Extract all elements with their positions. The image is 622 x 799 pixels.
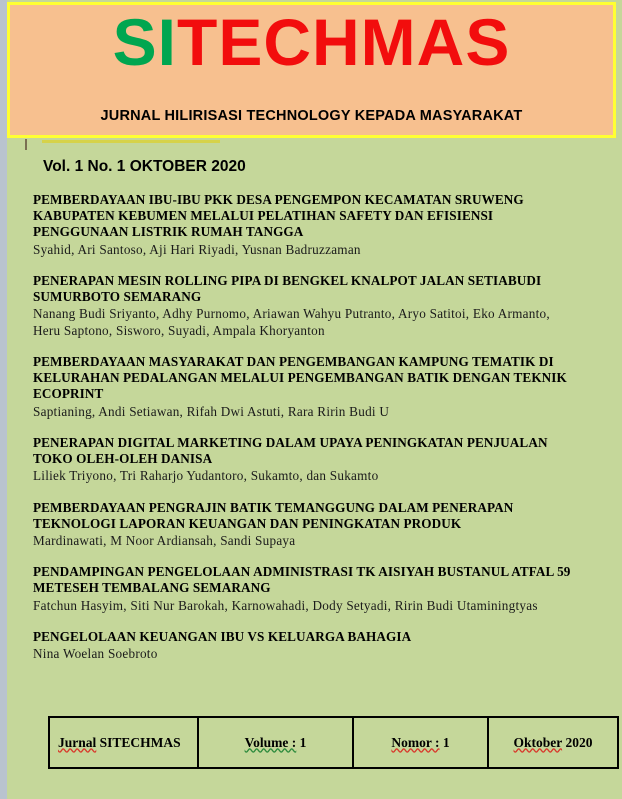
article-authors: Nanang Budi Sriyanto, Adhy Purnomo, Ariawan Wahyu Putranto, Aryo Satitoi, Eko Armanto, Heru Saptono, Sisworo, Suyadi, Ampala Khoryanton xyxy=(33,306,550,338)
issue-line: Vol. 1 No. 1 OKTOBER 2020 xyxy=(43,158,246,175)
volume-value: 1 xyxy=(299,734,307,750)
journal-name: SITECHMAS xyxy=(99,734,181,750)
text-cursor-artifact xyxy=(25,139,27,150)
page-left-edge-strip xyxy=(0,0,7,799)
cell-volume xyxy=(198,717,353,768)
month-label-misspelled: Oktober xyxy=(513,734,563,750)
article-authors: Nina Woelan Soebroto xyxy=(33,646,158,662)
article-authors: Mardinawati, M Noor Ardiansah, Sandi Supaya xyxy=(33,532,296,548)
toc-entry xyxy=(33,273,578,339)
toc-entry xyxy=(33,354,578,420)
toc-entry xyxy=(33,435,578,485)
journal-wordmark xyxy=(10,5,613,79)
horizontal-rule-artifact xyxy=(42,140,220,143)
toc-entry xyxy=(33,500,578,550)
journal-label-misspelled: Jurnal xyxy=(58,734,97,750)
cell-journal-name xyxy=(49,717,198,768)
year-value: 2020 xyxy=(565,734,593,750)
article-authors: Saptianing, Andi Setiawan, Rifah Dwi Astuti, Rara Ririn Budi U xyxy=(33,403,390,419)
article-title: PENERAPAN MESIN ROLLING PIPA DI BENGKEL KNALPOT JALAN SETIABUDI SUMURBOTO SEMARANG xyxy=(33,272,542,305)
table-of-contents xyxy=(33,192,578,677)
article-title: PEMBERDAYAAN PENGRAJIN BATIK TEMANGGUNG DALAM PENERAPAN TEKNOLOGI LAPORAN KEUANGAN DAN PENINGKATAN PRODUK xyxy=(33,499,514,531)
article-title: PENGELOLAAN KEUANGAN IBU VS KELUARGA BAHAGIA xyxy=(33,628,412,644)
cell-nomor xyxy=(353,717,488,768)
journal-subtitle: JURNAL HILIRISASI TECHNOLOGY KEPADA MASYARAKAT xyxy=(100,108,523,124)
table-row xyxy=(49,717,618,768)
nomor-label-misspelled: Nomor : xyxy=(391,734,440,750)
article-title: PEMBERDAYAAN IBU-IBU PKK DESA PENGEMPON KECAMATAN SRUWENG KABUPATEN KEBUMEN MELALUI PELATIHAN SAFETY DAN EFISIENSI PENGGUNAAN LISTRIK RUMAH TANGGA xyxy=(33,192,524,240)
article-title: PEMBERDAYAAN MASYARAKAT DAN PENGEMBANGAN KAMPUNG TEMATIK DI KELURAHAN PEDALANGAN MELALUI PENGEMBANGAN BATIK DENGAN TEKNIK ECOPRINT xyxy=(33,353,567,402)
article-authors: Syahid, Ari Santoso, Aji Hari Riyadi, Yusnan Badruzzaman xyxy=(33,241,361,257)
issue-info-table xyxy=(48,716,619,769)
wordmark-prefix: SI xyxy=(112,5,178,79)
article-authors: Fatchun Hasyim, Siti Nur Barokah, Karnowahadi, Dody Setyadi, Ririn Budi Utaminingtyas xyxy=(33,597,538,613)
nomor-value: 1 xyxy=(442,734,450,750)
article-title: PENDAMPINGAN PENGELOLAAN ADMINISTRASI TK AISIYAH BUSTANUL ATFAL 59 METESEH TEMBALANG SEMARANG xyxy=(33,564,571,596)
article-authors: Liliek Triyono, Tri Raharjo Yudantoro, Sukamto, dan Sukamto xyxy=(33,468,379,484)
cell-month-year xyxy=(488,717,618,768)
masthead-banner xyxy=(7,2,616,138)
wordmark-suffix: TECHMAS xyxy=(177,5,511,79)
volume-label-grammar: Volume : xyxy=(244,734,297,750)
toc-entry xyxy=(33,564,578,614)
toc-entry xyxy=(33,192,578,258)
article-title: PENERAPAN DIGITAL MARKETING DALAM UPAYA PENINGKATAN PENJUALAN TOKO OLEH-OLEH DANISA xyxy=(33,434,548,467)
toc-entry xyxy=(33,629,578,662)
